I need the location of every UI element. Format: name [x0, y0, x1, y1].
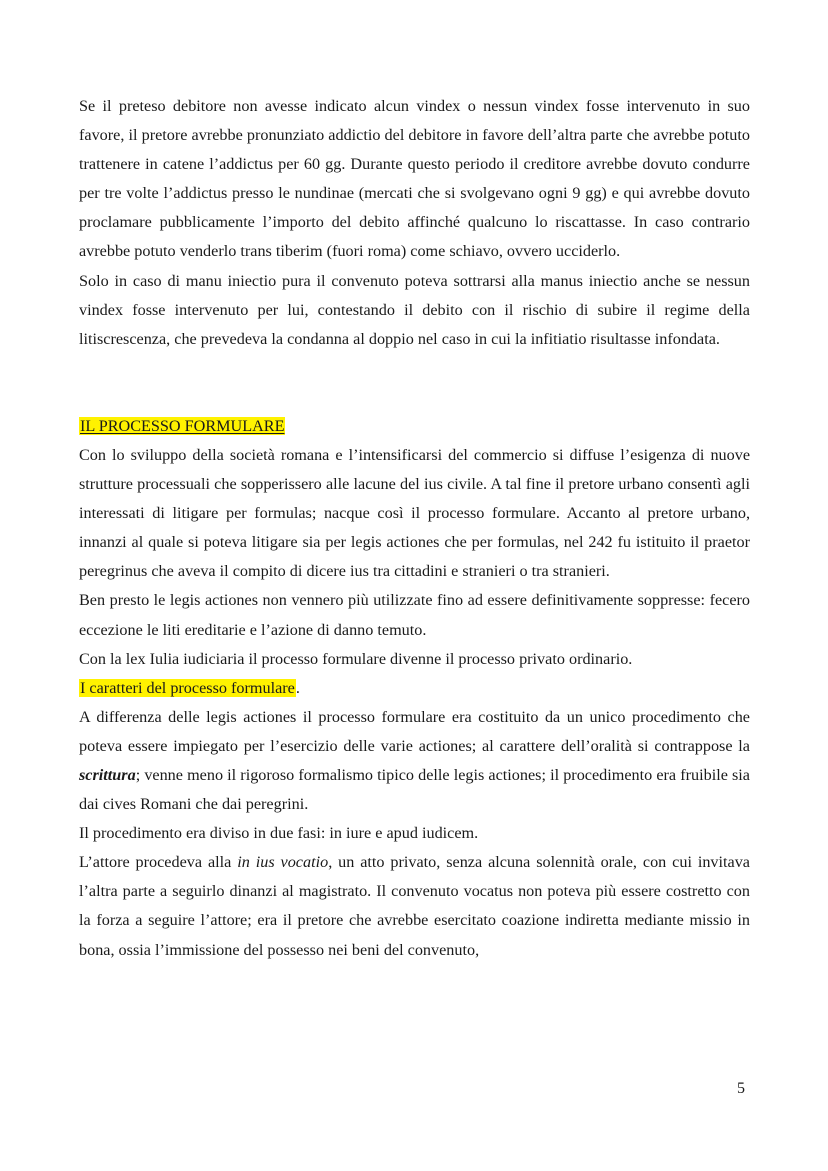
subheading	[79, 674, 750, 703]
section-heading	[79, 412, 750, 441]
paragraph-caratteri	[79, 703, 750, 819]
section-spacer	[79, 354, 750, 412]
paragraph-fasi-text: Il procedimento era diviso in due fasi: in iure e apud iudicem.	[79, 824, 479, 843]
paragraph-manu-iniectio-pura-text: Solo in caso di manu iniectio pura il convenuto poteva sottrarsi alla manus iniectio anche se nessun vindex fosse intervenuto per lui, contestando il debito con il rischio di subire il regime della litiscrescenza, che prevedeva la condanna al doppio nel caso in cui la infitiatio risultasse infondata.	[79, 271, 750, 348]
paragraph-origins-text: Con lo sviluppo della società romana e l’intensificarsi del commercio si diffuse l’esigenza di nuove strutture processuali che sopperissero alle lacune del ius civile. A tal fine il pretore urbano consentì agli interessati di litigare per formulas; nacque così il processo formulare. Accanto al pretore urbano, innanzi al quale si poteva litigare sia per legis actiones che per formulas, nel 242 fu istituito il praetor peregrinus che aveva il compito di dicere ius tra cittadini e stranieri o tra stranieri.	[79, 445, 750, 581]
subheading-text: I caratteri del processo formulare	[80, 678, 295, 697]
paragraph-caratteri-after: ; venne meno il rigoroso formalismo tipico delle legis actiones; il procedimento era fruibile sia dai cives Romani che dai peregrini.	[79, 765, 750, 814]
document-body	[79, 92, 750, 965]
paragraph-addictio	[79, 92, 750, 267]
paragraph-in-ius-vocatio	[79, 848, 750, 964]
paragraph-origins	[79, 441, 750, 586]
page-number: 5	[737, 1080, 745, 1097]
paragraph-in-ius-vocatio-after: , un atto privato, senza alcuna solennità orale, con cui invitava l’altra parte a seguirlo dinanzi al magistrato. Il convenuto vocatus non poteva più essere costretto con la forza a seguire l’attore; era il pretore che avrebbe esercitato coazione indiretta mediante missio in bona, ossia l’immissione del possesso nei beni del convenuto,	[79, 853, 750, 959]
paragraph-caratteri-before: A differenza delle legis actiones il processo formulare era costituito da un unico procedimento che poteva essere impiegato per l’esercizio delle varie actiones; al carattere dell’oralità si contrappose la	[79, 707, 750, 755]
subheading-suffix: .	[295, 678, 300, 697]
paragraph-addictio-text: Se il preteso debitore non avesse indicato alcun vindex o nessun vindex fosse intervenuto in suo favore, il pretore avrebbe pronunziato addictio del debitore in favore dell’altra parte che avrebbe potuto trattenere in catene l’addictus per 60 gg. Durante questo periodo il creditore avrebbe dovuto condurre per tre volte l’addictus presso le nundinae (mercati che si svolgevano ogni 9 gg) e qui avrebbe dovuto proclamare pubblicamente l’importo del debito affinché qualcuno lo riscattasse. In caso contrario avrebbe potuto venderlo trans tiberim (fuori roma) come schiavo, ovvero ucciderlo.	[79, 97, 750, 261]
paragraph-in-ius-vocatio-emphasis: in ius vocatio	[237, 853, 329, 872]
paragraph-legis-actiones-text: Ben presto le legis actiones non vennero più utilizzate fino ad essere definitivamente soppresse: fecero eccezione le liti ereditarie e l’azione di danno temuto.	[79, 591, 750, 639]
paragraph-caratteri-emphasis: scrittura	[79, 765, 136, 784]
paragraph-legis-actiones	[79, 586, 750, 644]
paragraph-lex-iulia	[79, 645, 750, 674]
section-heading-text: IL PROCESSO FORMULARE	[80, 416, 285, 435]
paragraph-manu-iniectio-pura	[79, 267, 750, 354]
paragraph-fasi	[79, 819, 750, 848]
paragraph-lex-iulia-text: Con la lex Iulia iudiciaria il processo formulare divenne il processo privato ordinario.	[79, 649, 633, 668]
paragraph-in-ius-vocatio-before: L’attore procedeva alla	[79, 853, 238, 872]
